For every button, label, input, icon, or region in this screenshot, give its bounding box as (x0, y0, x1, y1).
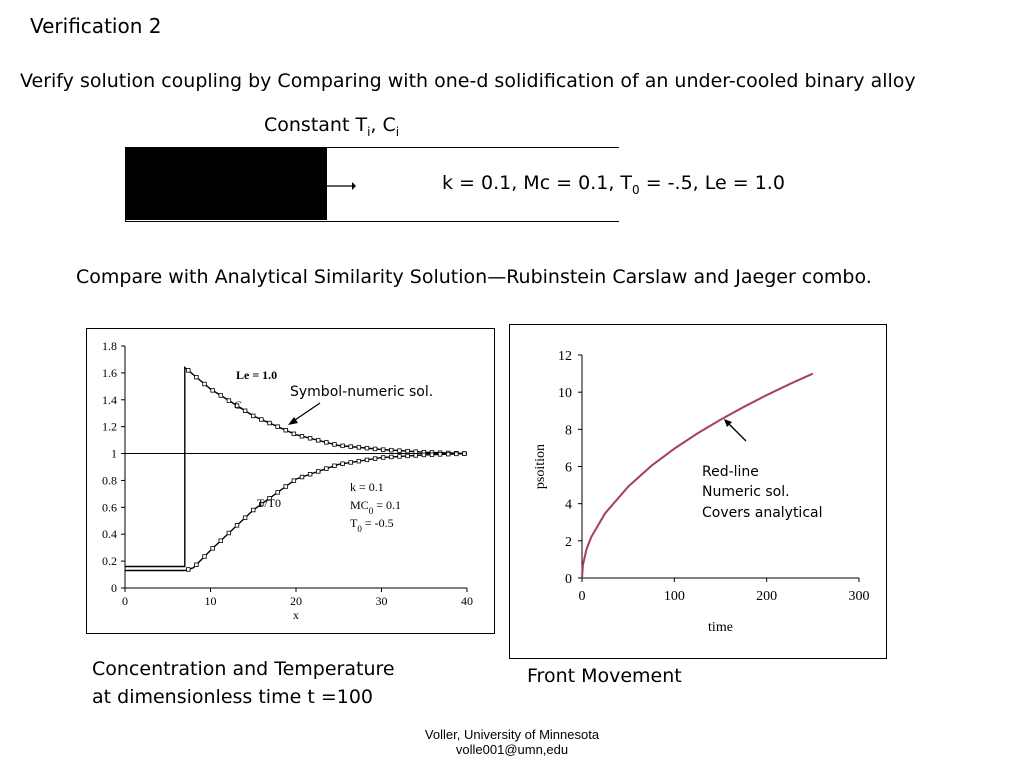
solid-region (126, 148, 327, 220)
y-tick-label: 0.2 (102, 554, 117, 569)
x-tick-label: 200 (756, 589, 778, 604)
temperature-marker (195, 563, 199, 567)
temperature-marker (349, 461, 353, 465)
concentration-marker (333, 443, 337, 447)
x-axis-label: x (293, 608, 299, 622)
concentration-marker (276, 425, 280, 429)
k-annotation: k = 0.1 (350, 480, 384, 494)
y-tick-label: 8 (565, 423, 572, 439)
numeric-line (582, 374, 813, 578)
temperature-marker (406, 454, 410, 458)
x-tick-label: 20 (290, 594, 302, 608)
t0-value: = -0.5 (361, 516, 394, 530)
y-tick-label: 0 (111, 581, 117, 595)
concentration-marker (203, 382, 207, 386)
concentration-marker (243, 409, 247, 413)
temperature-marker (430, 453, 434, 457)
temperature-marker (292, 479, 296, 483)
temperature-marker (251, 508, 255, 512)
temperature-line (125, 454, 467, 571)
parameters (442, 172, 785, 197)
concentration-chart-panel (86, 328, 495, 634)
y-tick-label: 1.2 (102, 419, 117, 434)
temperature-marker (373, 457, 377, 461)
x-tick-label: 100 (663, 589, 685, 604)
concentration-marker (406, 449, 410, 453)
concentration-marker (357, 446, 361, 450)
x-tick-label: 10 (204, 594, 217, 608)
mc-text: MC (350, 498, 369, 512)
x-tick-label: 0 (122, 594, 128, 608)
params-a: k = 0.1, Mc = 0.1, T (442, 172, 633, 194)
params-b: = -.5, Le = 1.0 (639, 172, 785, 194)
symbol-annotation: Symbol-numeric sol. (290, 384, 434, 400)
concentration-marker (300, 434, 304, 438)
concentration-marker (219, 394, 223, 398)
footer-email: volle001@umn,edu (455, 742, 569, 757)
concentration-marker (251, 414, 255, 418)
concentration-marker (186, 369, 190, 373)
y-tick-label: 1.8 (102, 339, 117, 353)
constant-label (264, 114, 399, 139)
constant-label-sub2: i (395, 124, 400, 139)
temperature-marker (341, 462, 345, 466)
temperature-marker (325, 467, 329, 471)
temperature-marker (390, 455, 394, 459)
y-tick-label: 4 (565, 497, 572, 513)
y-tick-label: 0 (565, 572, 572, 587)
y-tick-label: 1 (111, 446, 117, 461)
concentration-marker (390, 448, 394, 452)
concentration-marker (325, 441, 329, 445)
concentration-marker (260, 418, 264, 422)
temperature-marker (243, 516, 247, 520)
concentration-marker (284, 428, 288, 432)
compare-text: Compare with Analytical Similarity Solution—Rubinstein Carslaw and Jaeger combo. (76, 266, 872, 288)
concentration-marker (316, 439, 320, 443)
temperature-marker (398, 455, 402, 459)
front-movement-chart-panel (509, 324, 887, 659)
footer-author: Voller, University of Minnesota (424, 727, 600, 742)
footer (0, 727, 1024, 757)
left-caption-line1: Concentration and Temperature (92, 658, 395, 680)
temperature-marker (308, 472, 312, 476)
x-tick-label: 40 (461, 594, 473, 608)
y-tick-label: 6 (565, 460, 572, 476)
left-caption-line2: at dimensionless time t =100 (92, 686, 374, 708)
concentration-temperature-chart (87, 329, 494, 633)
temperature-marker (446, 452, 450, 456)
temperature-marker (333, 464, 337, 468)
y-tick-label: 12 (558, 349, 572, 364)
concentration-marker (398, 449, 402, 453)
temperature-marker (365, 458, 369, 462)
le-annotation: Le = 1.0 (236, 368, 278, 382)
t-label: T/T0 (257, 496, 281, 510)
temperature-marker (186, 568, 190, 572)
mc-value: = 0.1 (373, 498, 401, 512)
temperature-marker (381, 456, 385, 460)
concentration-marker (292, 432, 296, 436)
left-caption (92, 655, 395, 711)
temperature-marker (438, 453, 442, 457)
temperature-marker (455, 452, 459, 456)
temperature-marker (414, 454, 418, 458)
slide-title: Verification 2 (30, 14, 162, 38)
concentration-marker (373, 447, 377, 451)
concentration-marker (414, 450, 418, 454)
concentration-marker (381, 448, 385, 452)
concentration-marker (227, 399, 231, 403)
temperature-marker (463, 452, 467, 456)
temperature-marker (235, 524, 239, 528)
mc-sub: 0 (368, 506, 374, 516)
analytical-line (582, 374, 813, 578)
concentration-marker (365, 446, 369, 450)
y-tick-label: 1.4 (102, 392, 117, 407)
t0-sub: 0 (357, 524, 362, 534)
constant-label-text: Constant T (264, 114, 368, 136)
front-movement-chart (510, 325, 886, 658)
y-axis-label: psoition (533, 443, 548, 490)
temperature-marker (227, 531, 231, 535)
concentration-marker (211, 389, 215, 393)
temperature-marker (219, 539, 223, 543)
y-tick-label: 2 (565, 534, 572, 550)
params-sub: 0 (632, 182, 640, 197)
concentration-marker (341, 444, 345, 448)
y-tick-label: 1.6 (102, 365, 117, 380)
x-tick-label: 300 (848, 589, 870, 604)
constant-label-sep: , C (370, 114, 396, 136)
y-tick-label: 0.6 (102, 500, 117, 515)
y-tick-label: 0.4 (102, 527, 117, 542)
temperature-marker (316, 470, 320, 474)
temperature-marker (276, 491, 280, 495)
y-tick-label: 0.8 (102, 473, 117, 488)
front-arrow-icon (326, 176, 356, 196)
x-axis-label: time (708, 620, 733, 635)
t0-text: T (350, 516, 358, 530)
numeric-annotation: Numeric sol. (702, 484, 790, 500)
x-tick-label: 30 (375, 594, 388, 608)
mc-annotation (350, 498, 401, 516)
temperature-marker (422, 453, 426, 457)
right-caption: Front Movement (527, 665, 682, 687)
temperature-marker (284, 485, 288, 489)
y-tick-label: 10 (558, 386, 572, 402)
temperature-marker (357, 459, 361, 463)
t0-annotation (350, 516, 394, 534)
covers-annotation: Covers analytical (702, 505, 823, 521)
c-label: C (234, 398, 243, 412)
temperature-marker (300, 475, 304, 479)
symbol-arrow (292, 403, 320, 422)
concentration-marker (349, 445, 353, 449)
x-tick-label: 0 (578, 589, 586, 604)
temperature-marker (203, 555, 207, 559)
front-arrow (728, 423, 746, 441)
concentration-marker (195, 375, 199, 379)
temperature-marker (211, 547, 215, 551)
red-line-annotation: Red-line (702, 464, 759, 480)
constant-label-sub1: i (367, 124, 371, 139)
concentration-marker (268, 421, 272, 425)
concentration-marker (308, 436, 312, 440)
slide-subtitle: Verify solution coupling by Comparing with one-d solidification of an under-cooled binary alloy (20, 70, 916, 92)
